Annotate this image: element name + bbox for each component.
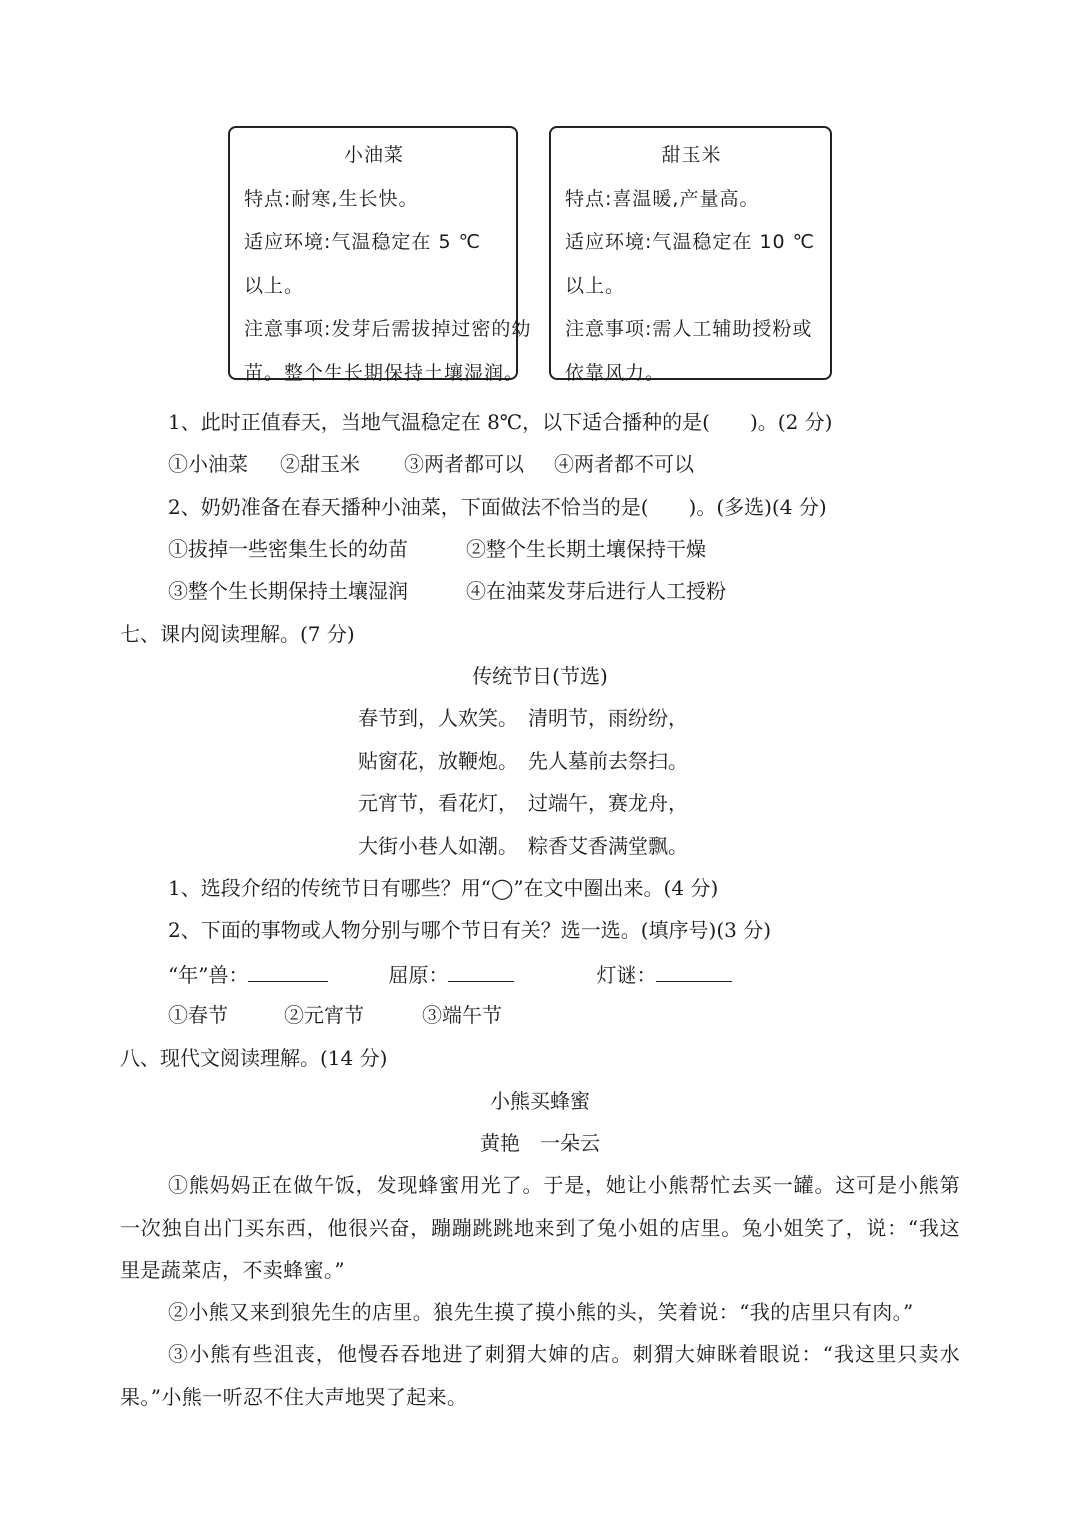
option: ②元宵节 — [284, 1003, 364, 1027]
card-line: 特点:耐寒,生长快。 — [244, 187, 419, 210]
option: ②甜玉米 — [280, 452, 360, 476]
question-6-2-options-b — [168, 577, 726, 605]
section-8-heading: 八、现代文阅读理解。(14 分) — [120, 1046, 388, 1070]
fill-label: 灯谜： — [596, 963, 657, 987]
section-7-heading: 七、课内阅读理解。(7 分) — [120, 622, 355, 646]
option: ③整个生长期保持土壤湿润 — [168, 579, 408, 603]
story-paragraph-3: ③小熊有些沮丧，他慢吞吞地进了刺猬大婶的店。刺猬大婶眯着眼说：“我这里只卖水果。”小熊一听忍不住大声地哭了起来。 — [120, 1342, 960, 1409]
card-line: 特点:喜温暖,产量高。 — [565, 187, 760, 210]
option: ①春节 — [168, 1003, 228, 1027]
poem-line: 元宵节，看花灯， 过端午，赛龙舟， — [358, 791, 688, 815]
fill-label: 屈原： — [388, 963, 449, 987]
option: ③端午节 — [422, 1003, 502, 1027]
story-title: 小熊买蜂蜜 — [490, 1089, 590, 1113]
question-6-2-options-a — [168, 535, 706, 563]
card-title: 小油菜 — [343, 144, 404, 166]
story-author: 黄艳 一朵云 — [480, 1131, 600, 1155]
poem-line: 大街小巷人如潮。 粽香艾香满堂飘。 — [358, 834, 688, 858]
card-sweet-corn — [549, 126, 832, 384]
option: ②整个生长期土壤保持干燥 — [466, 537, 706, 561]
card-line: 注意事项:需人工辅助授粉或 — [565, 318, 813, 340]
option: ①拔掉一些密集生长的幼苗 — [168, 537, 408, 561]
card-line: 以上。 — [565, 274, 626, 297]
question-6-1: 1、此时正值春天，当地气温稳定在 8℃，以下适合播种的是( )。(2 分) — [168, 410, 833, 434]
card-line: 苗。整个生长期保持土壤湿润。 — [244, 361, 525, 384]
question-7-1: 1、选段介绍的传统节日有哪些？用“◯”在文中圈出来。(4 分) — [168, 876, 719, 900]
option: ③两者都可以 — [404, 452, 524, 476]
poem-line: 贴窗花，放鞭炮。 先人墓前去祭扫。 — [358, 749, 688, 773]
option: ①小油菜 — [168, 452, 248, 476]
story-paragraph-1: ①熊妈妈正在做午饭，发现蜂蜜用光了。于是，她让小熊帮忙去买一罐。这可是小熊第一次独自出门买东西，他很兴奋，蹦蹦跳跳地来到了兔小姐的店里。兔小姐笑了，说：“我这里是蔬菜店，不卖蜂蜜。” — [120, 1173, 960, 1282]
answer-blank[interactable] — [448, 959, 514, 982]
card-line: 适应环境:气温稳定在 5 ℃ — [244, 231, 481, 253]
question-6-2: 2、奶奶准备在春天播种小油菜，下面做法不恰当的是( )。(多选)(4 分) — [168, 495, 827, 519]
card-title: 甜玉米 — [661, 144, 722, 166]
fill-label: “年”兽： — [168, 963, 249, 987]
option: ④在油菜发芽后进行人工授粉 — [466, 579, 726, 603]
card-line: 依靠风力。 — [565, 361, 666, 384]
card-rapeseed — [228, 126, 532, 384]
question-6-1-options — [168, 450, 694, 478]
question-7-2: 2、下面的事物或人物分别与哪个节日有关？选一选。(填序号)(3 分) — [168, 918, 772, 942]
card-line: 注意事项:发芽后需拔掉过密的幼 — [244, 318, 532, 340]
story-paragraph-2: ②小熊又来到狼先生的店里。狼先生摸了摸小熊的头，笑着说：“我的店里只有肉。” — [168, 1300, 914, 1324]
option: ④两者都不可以 — [554, 452, 694, 476]
answer-blank[interactable] — [656, 959, 732, 982]
poem-title: 传统节日(节选) — [472, 664, 608, 688]
poem-line: 春节到，人欢笑。 清明节，雨纷纷， — [358, 706, 688, 730]
question-7-2-options — [168, 1001, 502, 1029]
answer-blank[interactable] — [248, 959, 328, 982]
card-line: 适应环境:气温稳定在 10 ℃ — [565, 231, 815, 253]
fill-blanks-row — [168, 959, 732, 989]
card-line: 以上。 — [244, 274, 305, 297]
